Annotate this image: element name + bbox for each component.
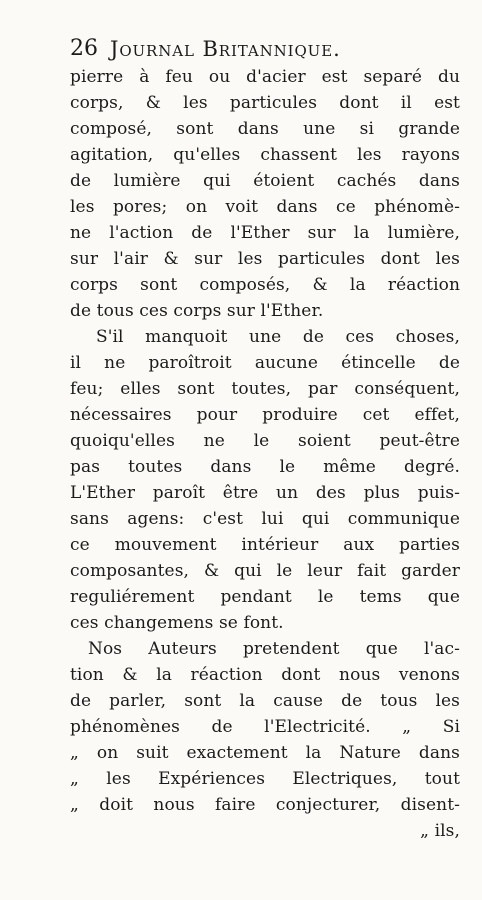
text-line: composantes, & qui le leur fait garder (70, 561, 460, 581)
text-line: il ne paroîtroit aucune étincelle de (70, 353, 460, 373)
text-line: ne l'action de l'Ether sur la lumière, (70, 223, 460, 243)
text-line: „ doit nous faire conjecturer, disent- (70, 795, 460, 815)
text-line: phénomènes de l'Electricité. „ Si (70, 717, 460, 737)
paragraph-start-line: Nos Auteurs pretendent que l'ac- (88, 639, 460, 659)
text-line: „ on suit exactement la Nature dans (70, 743, 460, 763)
text-line: feu; elles sont toutes, par conséquent, (70, 379, 460, 399)
text-line: reguliérement pendant le tems que (70, 587, 460, 607)
running-head (70, 34, 440, 64)
text-line: sur l'air & sur les particules dont les (70, 249, 460, 269)
text-line: „ les Expériences Electriques, tout (70, 769, 460, 789)
text-line: les pores; on voit dans ce phénomè- (70, 197, 460, 217)
text-line: quoiqu'elles ne le soient peut-être (70, 431, 460, 451)
text-line: sans agens: c'est lui qui communique (70, 509, 460, 529)
text-line: de lumière qui étoient cachés dans (70, 171, 460, 191)
text-line: ces changemens se font. (70, 613, 284, 633)
text-line: de tous ces corps sur l'Ether. (70, 301, 324, 321)
text-line: tion & la réaction dont nous venons (70, 665, 460, 685)
catchword-line: „ ils, (420, 821, 460, 841)
text-line: ce mouvement intérieur aux parties (70, 535, 460, 555)
text-line: corps, & les particules dont il est (70, 93, 460, 113)
text-line: pas toutes dans le même degré. (70, 457, 460, 477)
paragraph-start-line: S'il manquoit une de ces choses, (96, 327, 460, 347)
page-number: 26 (70, 36, 98, 61)
text-line: composé, sont dans une si grande (70, 119, 460, 139)
text-line: corps sont composés, & la réaction (70, 275, 460, 295)
journal-title: Journal Britannique. (110, 37, 341, 61)
text-line: agitation, qu'elles chassent les rayons (70, 145, 460, 165)
text-line: nécessaires pour produire cet effet, (70, 405, 460, 425)
text-line: L'Ether paroît être un des plus puis- (70, 483, 460, 503)
body-text (70, 64, 460, 841)
text-line: de parler, sont la cause de tous les (70, 691, 460, 711)
text-line: pierre à feu ou d'acier est separé du (70, 67, 460, 87)
